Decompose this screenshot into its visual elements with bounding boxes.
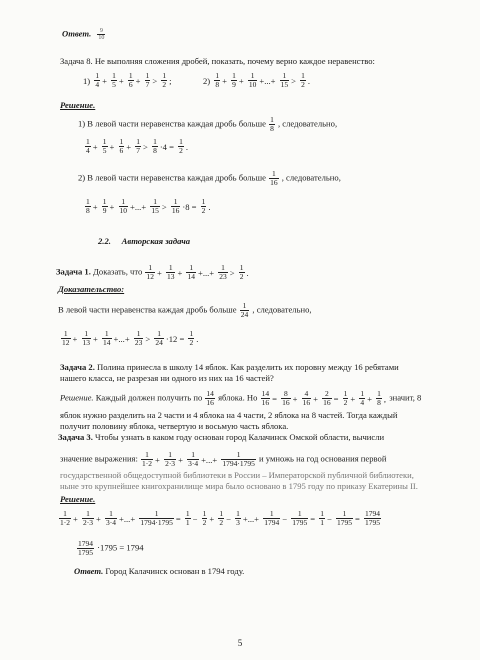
task8-inequality-2: 2) $\frac{1}{8}$ + $\frac{1}{9}$ + $\frac{1}{10}$ +...+ $\frac{1}{15}$ > $\frac{1}{2}$ . bbox=[203, 71, 311, 89]
page-number: 5 bbox=[237, 638, 243, 648]
task1-proof-label: Доказательство: bbox=[58, 284, 125, 294]
task3-line1: Задача 3. Чтобы узнать в каком году основан город Калачинск Омской области, вычисли bbox=[58, 432, 385, 442]
task1-proof-formula: $\frac{1}{12}$ + $\frac{1}{13}$ + $\frac{1}{14}$ +...+ $\frac{1}{23}$ > $\frac{1}{24}$ ·12 = $\frac{1}{2}$ . bbox=[62, 329, 199, 347]
task1-statement: Задача 1. Доказать, что $\frac{1}{12}$ + $\frac{1}{13}$ + $\frac{1}{14}$ +...+ $\frac{1}{23}$ > $\frac{1}{2}$ . bbox=[56, 263, 249, 281]
task3-result: $\frac{1794}{1795}$ ·1795 = 1794 bbox=[78, 539, 144, 557]
task2-solution-line: Решение. Каждый должен получить по $\frac{14}{16}$ яблока. Но $\frac{14}{16}$ = $\frac{8}{16}$ + $\frac{4}{16}$ + $\frac{2}{16}$ = $\frac{1}{2}$ + $\frac{1}{4}$ + $\frac{1}{8}$ , значит, 8 bbox=[60, 389, 422, 407]
task3-answer: Ответ. Город Калачинск основан в 1794 году. bbox=[74, 566, 245, 576]
task2-line1: Задача 2. Полина принесла в школу 14 яблок. Как разделить их поровну между 16 ребятами bbox=[60, 362, 399, 372]
task3-line3: государственной общедоступной библиотеки в России – Императорской публичной библиотеки, bbox=[60, 470, 414, 480]
task8-solution-1-text: 1) В левой части неравенства каждая дробь больше $\frac{1}{8}$ , следовательно, bbox=[78, 115, 338, 133]
task8-inequality-1: 1) $\frac{1}{4}$ + $\frac{1}{5}$ + $\frac{1}{6}$ + $\frac{1}{7}$ > $\frac{1}{2}$ ; bbox=[83, 71, 172, 89]
task2-line5: получит половину яблока, четвертую и восьмую часть яблока. bbox=[60, 421, 289, 431]
task3-solution-label: Решение. bbox=[60, 494, 96, 504]
task8-solution-2-formula: $\frac{1}{8}$ + $\frac{1}{9}$ + $\frac{1}{10}$ +...+ $\frac{1}{15}$ > $\frac{1}{16}$ ·8 = $\frac{1}{2}$ . bbox=[86, 197, 211, 215]
task3-solution-formula: $\frac{1}{1\cdot 2}$ + $\frac{1}{2\cdot 3}$ + $\frac{1}{3\cdot 4}$ +...+ $\frac{1}{1794\cdot 1795}$ = $\frac{1}{1}$ − $\frac{1}{2}$ + $\frac{1}{2}$ − $\frac{1}{3}$ +...+ $\frac{1}{1794}$ − $\frac{1}{1795}$ = $\frac{1}{1}$ − $\frac{1}{1795}$ = $\frac{1794}{1795}$ bbox=[60, 509, 380, 527]
answer-line-top bbox=[62, 28, 106, 41]
task8-solution-label: Решение. bbox=[60, 100, 96, 110]
task1-proof-text: В левой части неравенства каждая дробь больше $\frac{1}{24}$ , следовательно, bbox=[58, 301, 312, 319]
task2-line4: яблок нужно разделить на 2 части и 4 яблока на 4 части, 2 яблока на 8 частей. Тогда каждый bbox=[60, 410, 398, 420]
section-heading: 2.2. Авторская задача bbox=[98, 236, 191, 246]
task2-line2: нашего класса, не разрезая ни одного из них на 16 частей? bbox=[60, 373, 274, 383]
fraction-9-10: $\frac{9}{10}$ bbox=[98, 28, 105, 41]
task8-title: Задача 8. Не выполняя сложения дробей, показать, почему верно каждое неравенство: bbox=[60, 56, 375, 66]
answer-label: Ответ. bbox=[62, 28, 92, 39]
task8-solution-2-text: 2) В левой части неравенства каждая дробь больше $\frac{1}{16}$ , следовательно, bbox=[78, 169, 341, 187]
task3-expression-line: значение выражения: $\frac{1}{1\cdot 2}$ + $\frac{1}{2\cdot 3}$ + $\frac{1}{3\cdot 4}$ +...+ $\frac{1}{1794\cdot 1795}$ и умножь на год основания первой bbox=[60, 450, 387, 468]
task3-line4: ныне это крупнейшее книгохранилище мира было основано в 1795 году по приказу Екатерины II. bbox=[60, 481, 418, 491]
task8-solution-1-formula: $\frac{1}{4}$ + $\frac{1}{5}$ + $\frac{1}{6}$ + $\frac{1}{7}$ > $\frac{1}{8}$ ·4 = $\frac{1}{2}$ . bbox=[86, 137, 189, 155]
